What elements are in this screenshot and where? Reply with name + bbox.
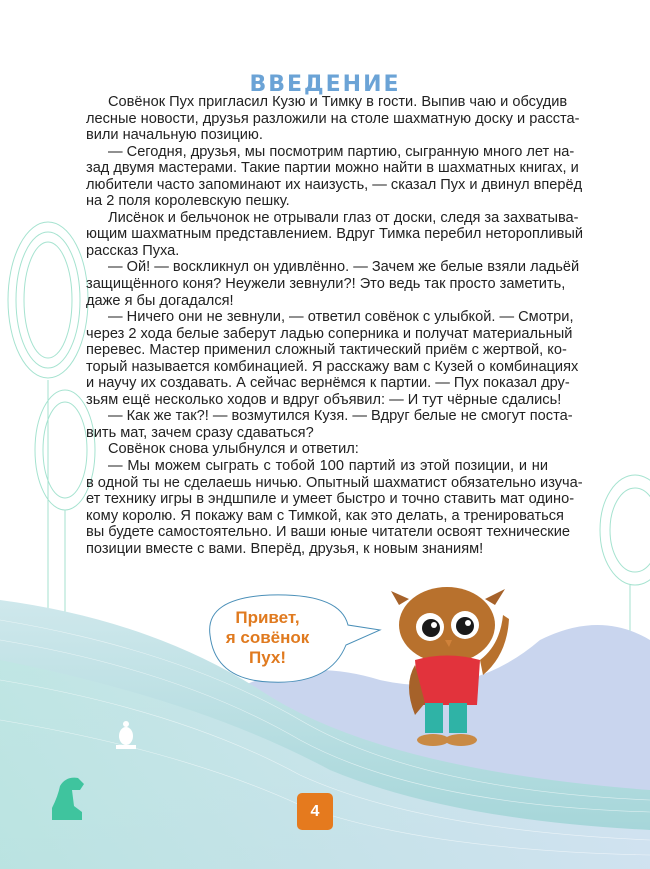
text-line: через 2 хода белые заберут ладью соперника и получат материальный — [86, 325, 573, 342]
bubble-line: Пух! — [249, 648, 286, 667]
text-line: рассказ Пуха. — [86, 242, 180, 259]
paragraph — [86, 441, 548, 458]
text-line: торый называется комбинацией. Я расскажу вам с Кузей о комбинациях — [86, 358, 579, 375]
text-line: позиции вместе с вами. Вперёд, друзья, к новым знаниям! — [86, 540, 484, 557]
text-line: и научу их создавать. А сейчас вернёмся к партии. — Пух показал дру- — [86, 375, 570, 392]
text-line: Лисёнок и бельчонок не отрывали глаз от доски, следя за захватыва- — [108, 209, 579, 226]
text-line: ет технику игры в эндшпиле и умеет быстро и точно ставить мат одино- — [86, 491, 575, 508]
text-line: — Мы можем сыграть с тобой 100 партий из этой позиции, и ни — [108, 458, 548, 475]
text-line: — Сегодня, друзья, мы посмотрим партию, сыгранную много лет на- — [108, 143, 575, 160]
owl-character-illustration — [385, 585, 510, 755]
paragraph — [86, 458, 583, 557]
text-line: вы будете самостоятельно. И ваши юные читатели освоят технические — [86, 524, 570, 541]
page-title: ВВЕДЕНИЕ — [249, 72, 401, 97]
paragraph — [86, 143, 583, 210]
text-line: Совёнок снова улыбнулся и ответил: — [108, 441, 359, 458]
bubble-line: я совёнок — [225, 628, 310, 647]
text-line: даже я бы догадался! — [86, 292, 234, 309]
text-line: — Ничего они не зевнули, — ответил совёнок с улыбкой. — Смотри, — [108, 309, 574, 326]
text-line: в одной ты не сделаешь ничью. Опытный шахматист обязательно изуча- — [86, 474, 583, 491]
text-line: — Ой! — воскликнул он удивлённо. — Зачем же белые взяли ладьёй — [108, 259, 580, 276]
text-line: перевес. Мастер применил сложный тактический приём с жертвой, ко- — [86, 342, 567, 359]
text-line: любители часто запоминают их наизусть, — сказал Пух и двинул вперёд — [86, 176, 583, 193]
text-line: Совёнок Пух пригласил Кузю и Тимку в гости. Выпив чаю и обсудив — [108, 94, 568, 110]
text-line: вить мат, зачем сразу сдаваться? — [86, 424, 314, 441]
text-line: вили начальную позицию. — [86, 127, 263, 144]
page-number: 4 — [297, 793, 333, 830]
paragraph — [86, 259, 580, 309]
tree-decoration-left — [8, 222, 95, 640]
text-line: на 2 поля королевскую пешку. — [86, 193, 290, 210]
story-text — [86, 94, 583, 557]
text-line: кому королю. Я покажу вам с Тимкой, как это делать, а тренироваться — [86, 507, 564, 524]
text-line: лесные новости, друзья разложили на столе шахматную доску и расста- — [86, 110, 580, 127]
text-line: ющим шахматным представлением. Вдруг Тимка перебил неторопливый — [86, 226, 583, 243]
text-line: — Как же так?! — возмутился Кузя. — Вдруг белые не смогут поста- — [108, 408, 573, 425]
paragraph — [86, 309, 579, 408]
text-line: зад двумя мастерами. Такие партии можно найти в шахматных книгах, и — [86, 160, 579, 177]
paragraph — [86, 94, 580, 144]
bubble-line: Привет, — [235, 608, 300, 627]
paragraph — [86, 209, 583, 260]
paragraph — [86, 408, 573, 441]
text-line: защищённого коня? Неужели зевнули?! Это ведь так просто заметить, — [86, 276, 566, 293]
text-line: зьям ещё несколько ходов и вдруг объявил: — И тут чёрные сдались! — [86, 391, 562, 408]
speech-bubble-text — [200, 608, 335, 668]
